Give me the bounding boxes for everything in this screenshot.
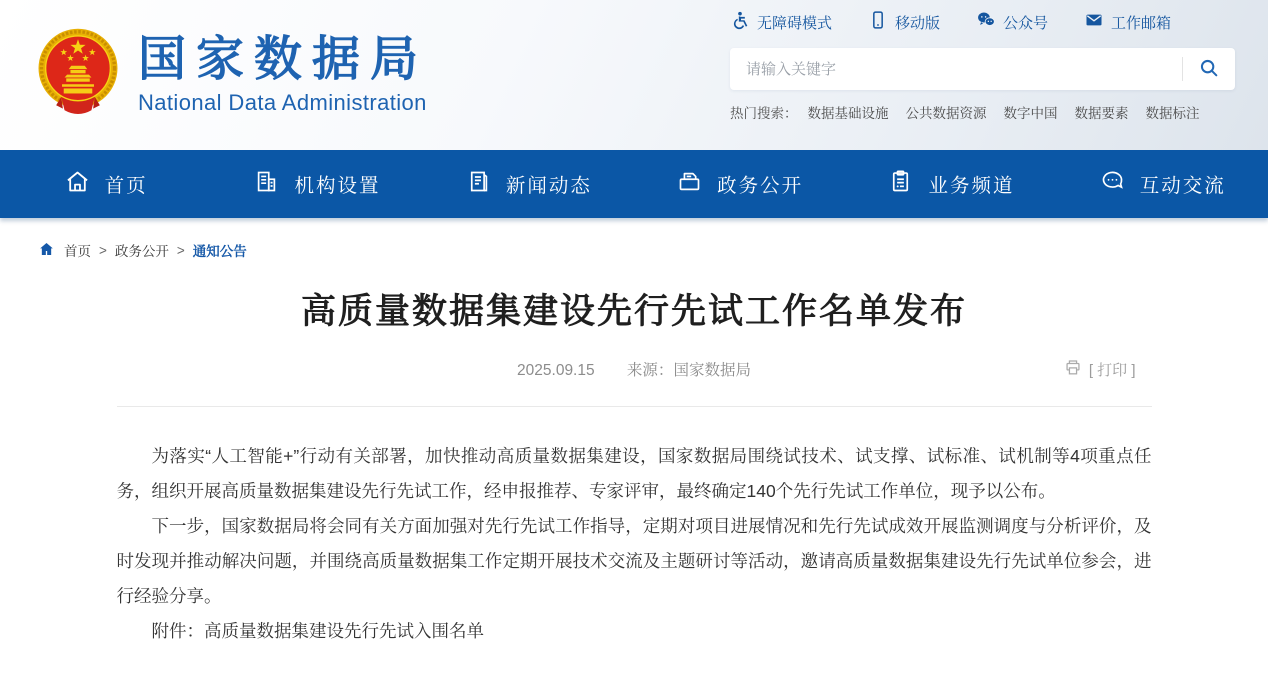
article-source: 国家数据局 [673,362,751,379]
article-source-label: 来源： [626,362,674,379]
mobile-icon [868,10,888,34]
article-divider [117,406,1152,407]
search-input[interactable] [730,48,1182,90]
hot-term[interactable]: 数据要素 [1074,106,1129,121]
site-header [0,0,1268,150]
wechat-account-link[interactable]: 公众号 [976,10,1048,34]
hot-term[interactable]: 数据基础设施 [807,106,889,121]
home-icon [64,168,91,201]
mobile-version-link[interactable]: 移动版 [868,10,940,34]
search-button[interactable] [1183,48,1235,90]
article-paragraph: 下一步，国家数据局将会同有关方面加强对先行先试工作指导，定期对项目进展情况和先行先试成效开展监测调度与分析评价，及时发现并推动解决问题，并围绕高质量数据集工作定期开展技术交流及主题研讨等活动，邀请高质量数据集建设先行先试单位参会，进行经验分享。 [116,516,1152,606]
national-emblem-icon [36,24,120,126]
hot-term[interactable]: 数据标注 [1145,106,1200,121]
folder-icon [676,168,703,201]
search-bar [730,48,1235,90]
article [117,284,1152,649]
print-button[interactable]: [ 打印 ] [1063,358,1136,381]
site-logo[interactable] [36,24,428,126]
chat-icon [1099,168,1126,201]
nav-item-home[interactable]: 首页 [0,150,211,218]
breadcrumb-item-home[interactable]: 首页 [64,244,91,259]
article-meta [117,358,1152,380]
site-name-en: National Data Administration [138,90,427,116]
clipboard-icon [887,168,914,201]
accessibility-icon [730,10,750,34]
article-date: 2025.09.15 [517,362,595,379]
article-paragraph: 为落实“人工智能+”行动有关部署，加快推动高质量数据集建设，国家数据局围绕试技术、试支撑、试标准、试机制等4项重点任务，组织开展高质量数据集建设先行先试工作，经申报推荐、专家评审，最终确定140个先行先试工作单位，现予以公布。 [116,446,1152,501]
work-email-link[interactable]: 工作邮箱 [1084,10,1171,34]
printer-icon [1063,358,1083,381]
nav-item-business-channel[interactable]: 业务频道 [845,150,1056,218]
news-icon [465,168,492,201]
article-body [117,439,1152,649]
article-paragraph-attachment: 附件：高质量数据集建设先行先试入围名单 [151,621,484,641]
article-title: 高质量数据集建设先行先试工作名单发布 [300,292,967,331]
hot-term[interactable]: 公共数据资源 [905,106,987,121]
breadcrumb-separator: > [176,242,185,258]
hot-search-label: 热门搜索： [730,106,798,121]
utility-links [730,8,1235,36]
nav-item-news[interactable]: 新闻动态 [423,150,634,218]
nav-item-interaction[interactable]: 互动交流 [1057,150,1268,218]
accessibility-link[interactable]: 无障碍模式 [730,10,832,34]
nav-item-organization[interactable]: 机构设置 [211,150,422,218]
breadcrumb-separator: > [99,242,107,258]
hot-search [730,102,1235,122]
hot-term[interactable]: 数字中国 [1003,106,1058,121]
breadcrumb-item-notices[interactable]: 通知公告 [192,244,247,259]
search-icon [1198,57,1220,82]
breadcrumb-item-gov-info[interactable]: 政务公开 [114,244,169,259]
breadcrumb [38,240,1268,260]
mail-icon [1084,10,1104,34]
site-name: 国家数据局 [138,32,429,86]
breadcrumb-home-icon [38,241,64,260]
nav-item-gov-info[interactable]: 政务公开 [634,150,845,218]
main-nav [0,150,1268,218]
building-icon [253,168,280,201]
wechat-icon [976,10,996,34]
